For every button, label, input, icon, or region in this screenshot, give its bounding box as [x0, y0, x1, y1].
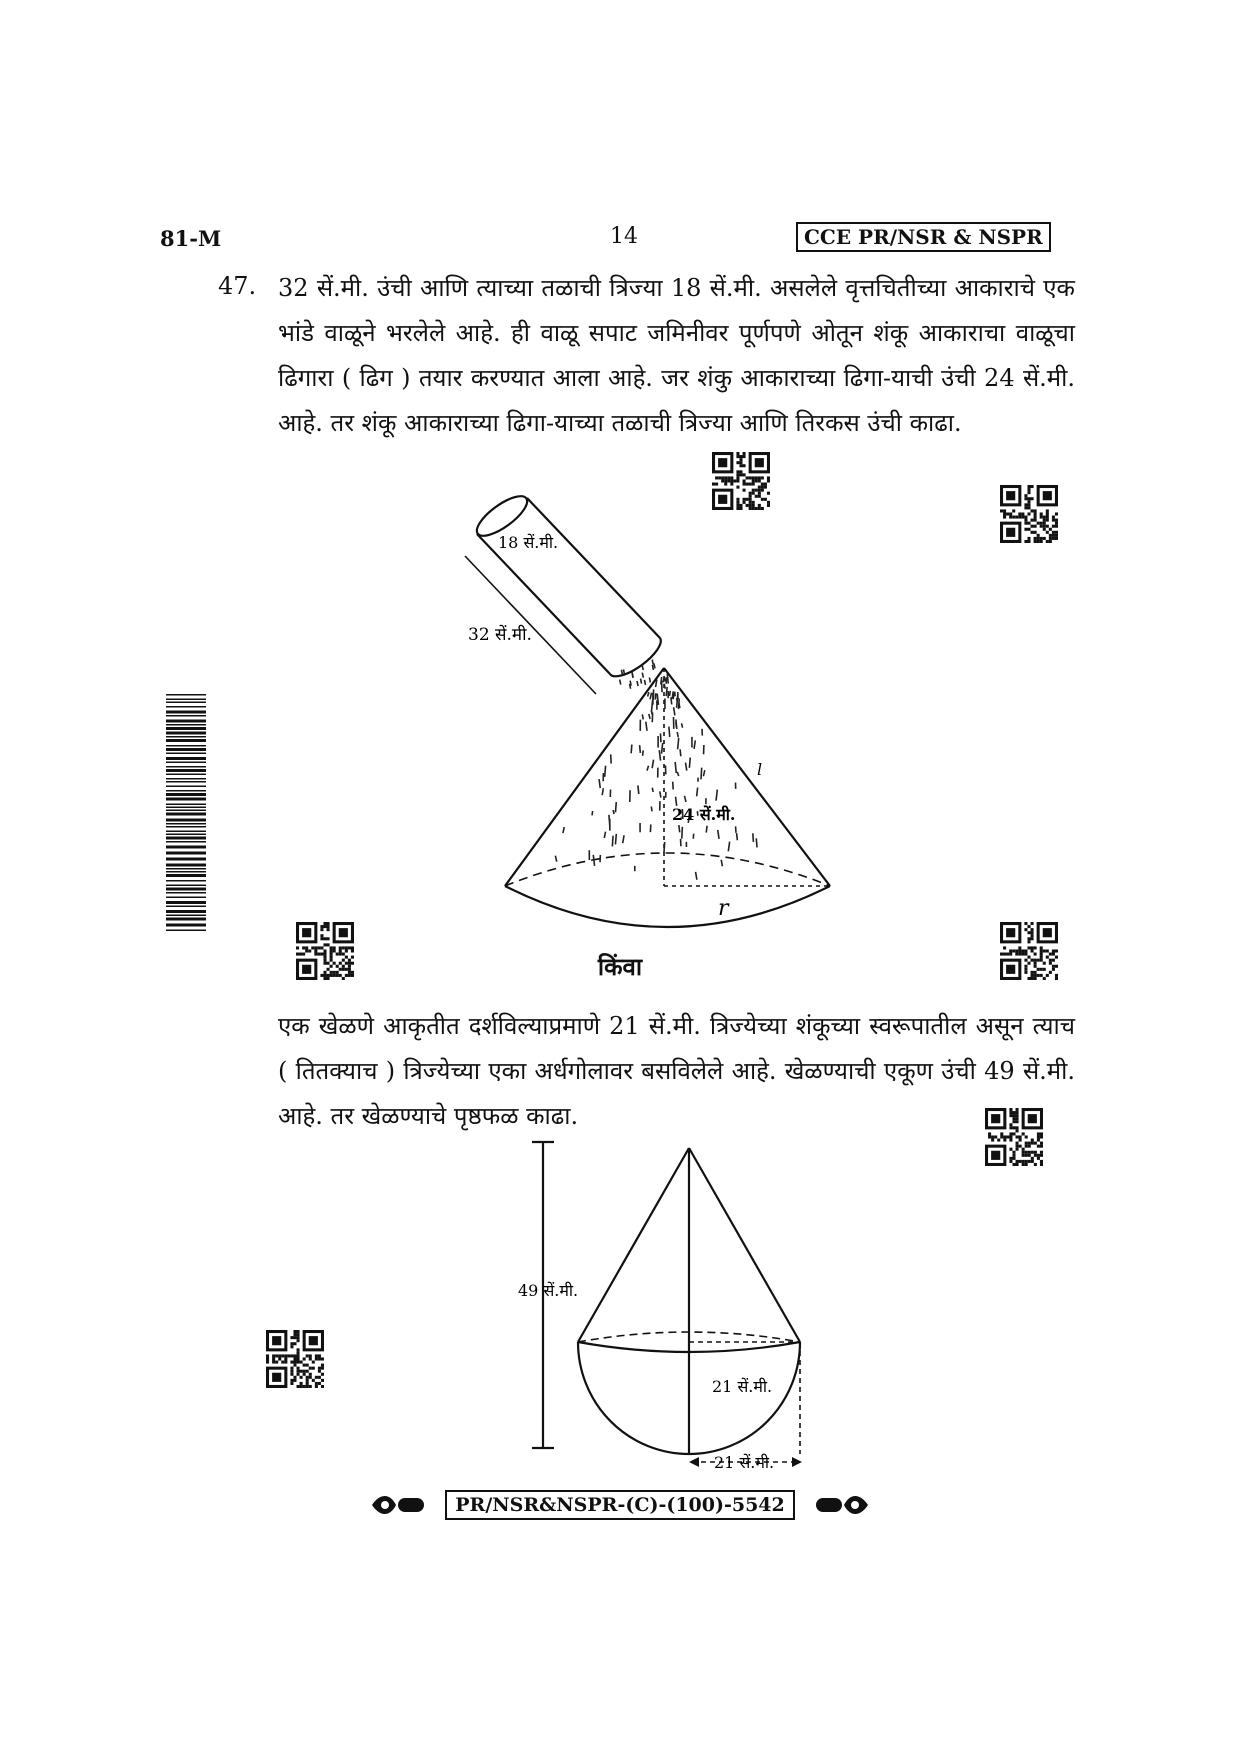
question-number: 47. [218, 272, 257, 300]
figure-cone-hemisphere [500, 1130, 830, 1480]
label-total-height: 49 सें.मी. [518, 1281, 579, 1300]
figure-cylinder-cone [450, 490, 850, 940]
ornament-right-icon [814, 1491, 872, 1519]
footer [0, 1490, 1240, 1530]
barcode-icon [166, 694, 206, 932]
alternative-question-text: एक खेळणे आकृतीत दर्शविल्याप्रमाणे 21 सें.मी. त्रिज्येच्या शंकूच्या स्वरूपातील असून त्याच ( तितक्याच ) त्रिज्येच्या एका अर्धगोलावर बसविलेले आहे. खेळण्याची एकूण उंची 49 सें.मी. आहे. तर खेळण्याचे पृष्ठफळ काढा. [278, 1012, 1075, 1130]
label-cylinder-radius: 18 सें.मी. [498, 533, 559, 552]
exam-label: CCE PR/NSR & NSPR [796, 222, 1051, 252]
footer-code: PR/NSR&NSPR-(C)-(100)-5542 [445, 1490, 795, 1520]
label-radius-upper: 21 सें.मी. [712, 1377, 773, 1396]
label-cone-height: 24 सें.मी. [672, 805, 736, 824]
or-separator: किंवा [597, 953, 643, 981]
qr-code-icon [1000, 485, 1058, 543]
ornament-left-icon [368, 1491, 426, 1519]
label-cone-radius: r [718, 896, 729, 921]
label-radius-lower: 21 सें.मी. [714, 1453, 775, 1472]
label-slant-height: l [757, 760, 763, 779]
question-text: 32 सें.मी. उंची आणि त्याच्या तळाची त्रिज्या 18 सें.मी. असलेले वृत्तचितीच्या आकाराचे एक भांडे वाळूने भरलेले आहे. ही वाळू सपाट जमिनीवर पूर्णपणे ओतून शंकू आकाराचा वाळूचा ढिगारा ( ढिग ) तयार करण्यात आला आहे. जर शंकु आकाराच्या ढिगा-याची उंची 24 सें.मी. आहे. तर शंकू आकाराच्या ढिगा-याच्या तळाची त्रिज्या आणि तिरकस उंची काढा. [278, 274, 1075, 437]
qr-code-icon [266, 1330, 324, 1388]
page-number: 14 [610, 224, 638, 249]
label-cylinder-height: 32 सें.मी. [468, 625, 532, 645]
paper-code: 81-M [160, 226, 222, 251]
